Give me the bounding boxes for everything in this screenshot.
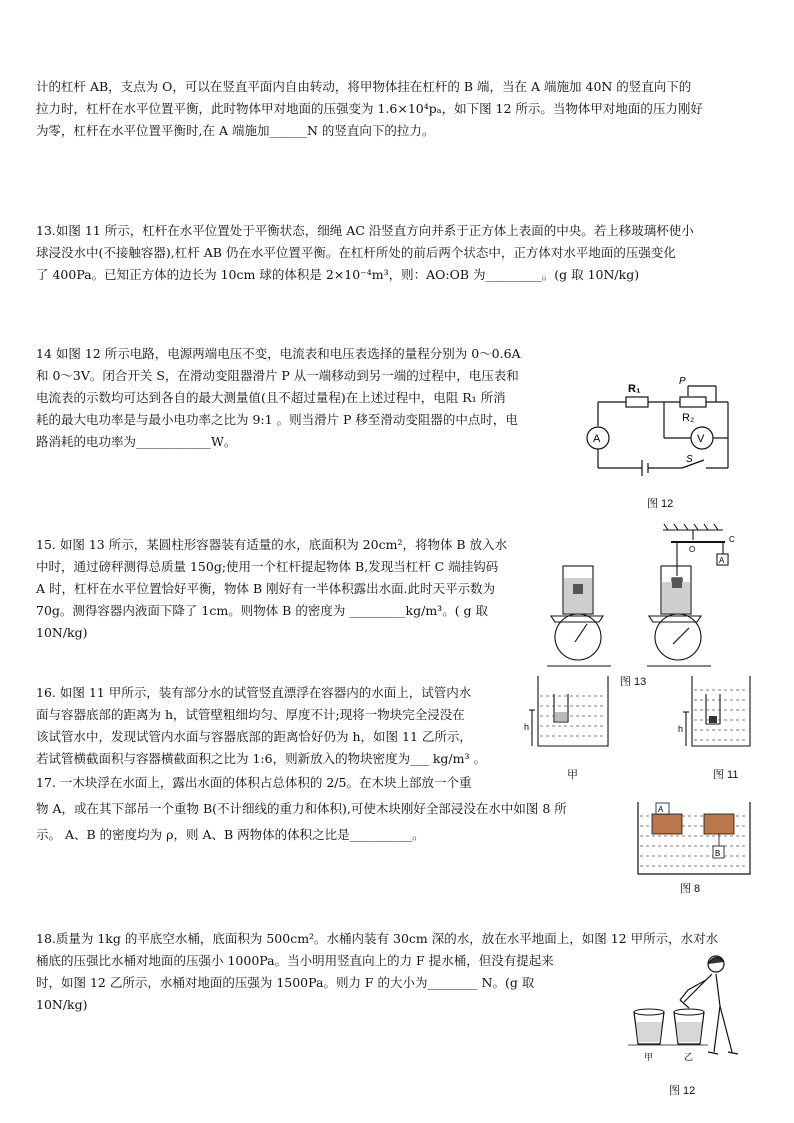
figure-13-caption: 图 13 [620, 676, 647, 688]
figure-12-caption: 图 12 [647, 498, 674, 510]
switch-label: S [686, 454, 693, 465]
q14-line-5: 路消耗的电功率为____________W。 [36, 434, 237, 449]
q16-line-4: 若试管横截面积与容器横截面积之比为 1:6，则新放入的物块密度为___ kg/m³ 。 [36, 751, 486, 766]
q15-line-2: 中时，通过磅秤测得总质量 150g;使用一个杠杆提起物体 B,发现当杠杆 C 端挂钩码 [36, 559, 499, 574]
q14-line-2: 和 0～3V。闭合开关 S，在滑动变阻器滑片 P 从一端移动到另一端的过程中，电压表和 [36, 368, 519, 383]
figure-11-jia-label: 甲 [567, 769, 578, 781]
tube-height-label-yi: h [678, 724, 684, 734]
figure-8-caption: 图 8 [680, 883, 701, 895]
q16-line-2: 面与容器底部的距离为 h，试管壁粗细均匀、厚度不计;现将一物块完全浸没在 [36, 707, 465, 722]
q18-line-1: 18.质量为 1kg 的平底空水桶，底面积为 500cm²。水桶内装有 30cm 深的水，放在水平地面上，如图 12 甲所示，水对水 [36, 931, 719, 946]
lever-label-o: O [689, 545, 696, 554]
q17-line-3: 示。 A、B 的密度均为 ρ，则 A、B 两物体的体积之比是__________。 [36, 827, 425, 842]
test-tube-figure-11 [524, 672, 754, 752]
ammeter-label: A [593, 433, 601, 445]
q12-line-3: 为零，杠杆在水平位置平衡时,在 A 端施加______N 的竖直向下的拉力。 [36, 123, 435, 138]
q14-line-3: 电流表的示数均可达到各自的最大测量值(且不超过量程)在上述过程中，电阻 R₁ 所消 [36, 390, 506, 405]
floating-blocks-figure-8 [636, 794, 752, 876]
q15-line-1: 15. 如图 13 所示，某圆柱形容器装有适量的水，底面积为 20cm²，将物体 B 放入水 [36, 537, 508, 552]
weight-label-a: A [719, 556, 725, 565]
figure-11-caption: 图 11 [713, 769, 739, 781]
q12-line-1: 计的杠杆 AB，支点为 O，可以在竖直平面内自由转动，将甲物体挂在杠杆的 B 端，当在 A 端施加 40N 的竖直向下的 [36, 79, 692, 94]
q14-line-1: 14 如图 12 所示电路，电源两端电压不变，电流表和电压表选择的量程分别为 0～0.6A [36, 346, 521, 361]
q17-line-1: 17. 一木块浮在水面上，露出水面的体积占总体积的 2/5。在木块上部放一个重 [36, 775, 472, 790]
q17-line-2: 物 A，或在其下部吊一个重物 B(不计细线的重力和体积),可使木块刚好全部浸没在水中如图 8 所 [36, 801, 567, 816]
q15-line-4: 70g。测得容器内液面下降了 1cm。则物体 B 的密度为 _________kg/m³。( g 取 [36, 603, 489, 618]
figure-12-bucket-caption: 图 12 [669, 1085, 696, 1097]
q18-line-4: 10N/kg) [36, 997, 88, 1012]
q16-line-3: 该试管水中，发现试管内水面与容器底部的距离恰好仍为 h，如图 11 乙所示， [36, 729, 472, 744]
q15-line-3: A 时，杠杆在水平位置恰好平衡，物体 B 刚好有一半体积露出水面.此时天平示数为 [36, 581, 496, 596]
q13-line-3: 了 400Pa。已知正方体的边长为 10cm 球的体积是 2×10⁻⁴m³，则：AO:OB 为_________。(g 取 10N/kg) [36, 267, 640, 282]
q18-line-3: 时，如图 12 乙所示，水桶对地面的压强为 1500Pa。则力 F 的大小为________ N。(g 取 [36, 975, 535, 990]
bucket-jia-label: 甲 [644, 1052, 654, 1062]
bucket-yi-label: 乙 [684, 1052, 694, 1062]
block-b-label: B [715, 849, 721, 858]
q18-line-2: 桶底的压强比水桶对地面的压强小 1000Pa。当小明用竖直向上的力 F 提水桶，但没有提起来 [36, 953, 554, 968]
circuit-label-r2: R₂ [682, 412, 695, 424]
q13-line-1: 13.如图 11 所示，杠杆在水平位置处于平衡状态，细绳 AC 沿竖直方向并系于正方体上表面的中央。若上移玻璃杯使小 [36, 223, 694, 238]
circuit-label-p: P [679, 376, 686, 387]
q12-line-2: 拉力时，杠杆在水平位置平衡，此时物体甲对地面的压强变为 1.6×10⁴pₐ，如下图 12 所示。当物体甲对地面的压力刚好 [36, 101, 703, 116]
bucket-lifting-figure-12 [628, 952, 748, 1070]
voltmeter-label: V [697, 433, 705, 445]
block-a-label: A [658, 805, 664, 814]
scale-lever-figure-13 [543, 520, 763, 670]
q13-line-2: 球浸没水中(不接触容器),杠杆 AB 仍在水平位置平衡。在杠杆所处的前后两个状态中，正方体对水平地面的压强变化 [36, 245, 676, 260]
q15-line-5: 10N/kg) [36, 625, 88, 640]
lever-label-c: C [729, 535, 735, 544]
q14-line-4: 耗的最大电功率是与最小电功率之比为 9:1 。则当滑片 P 移至滑动变阻器的中点时，电 [36, 412, 518, 427]
tube-height-label-jia: h [524, 722, 530, 732]
circuit-diagram-figure-12 [578, 374, 748, 482]
q16-line-1: 16. 如图 11 甲所示，装有部分水的试管竖直漂浮在容器内的水面上，试管内水 [36, 685, 472, 700]
circuit-label-r1: R₁ [628, 383, 641, 395]
